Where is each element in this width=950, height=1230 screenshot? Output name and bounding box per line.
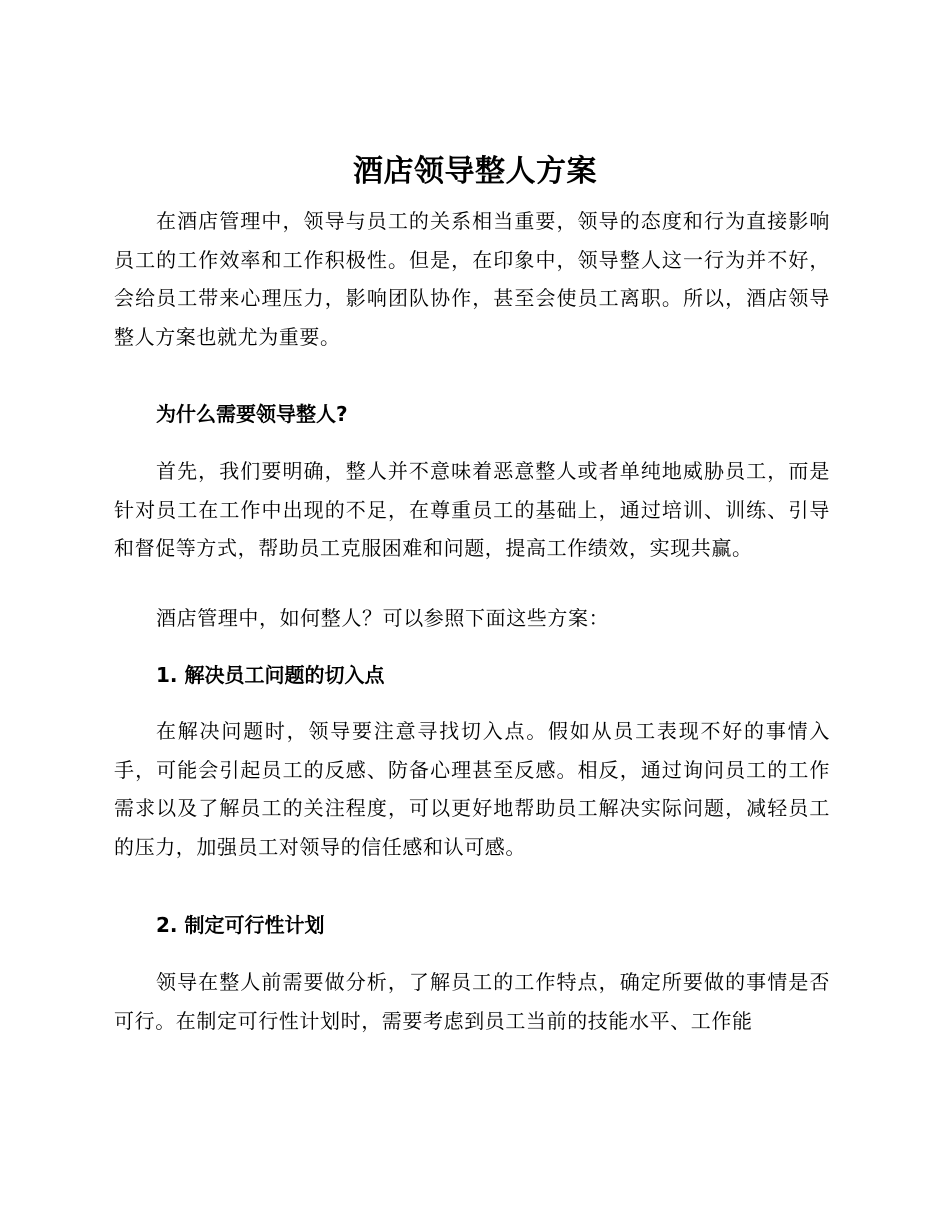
how-intro-paragraph: 酒店管理中，如何整人？可以参照下面这些方案：: [156, 606, 610, 630]
entry-point-paragraph: 在解决问题时，领导要注意寻找切入点。假如从员工表现不好的事情入手，可能会引起员工的反感、防备心理甚至反感。相反，通过询问员工的工作需求以及了解员工的关注程度，可以更好地帮助员工解决实际问题，减轻员工的压力，加强员工对领导的信任感和认可感。: [114, 719, 830, 859]
document-title: 酒店领导整人方案: [353, 154, 597, 189]
intro-paragraph: 在酒店管理中，领导与员工的关系相当重要，领导的态度和行为直接影响员工的工作效率和工作积极性。但是，在印象中，领导整人这一行为并不好，会给员工带来心理压力，影响团队协作，甚至会使员工离职。所以，酒店领导整人方案也就尤为重要。: [114, 209, 830, 349]
section-heading-why: 为什么需要领导整人?: [156, 402, 348, 426]
why-paragraph: 首先，我们要明确，整人并不意味着恶意整人或者单纯地威胁员工，而是针对员工在工作中出现的不足，在尊重员工的基础上，通过培训、训练、引导和督促等方式，帮助员工克服困难和问题，提高工作绩效，实现共赢。: [114, 459, 830, 560]
section-heading-feasible-plan: 2. 制定可行性计划: [156, 913, 325, 937]
section-heading-entry-point: 1. 解决员工问题的切入点: [156, 663, 385, 687]
feasible-plan-paragraph: 领导在整人前需要做分析，了解员工的工作特点，确定所要做的事情是否可行。在制定可行性计划时，需要考虑到员工当前的技能水平、工作能: [114, 970, 830, 1033]
